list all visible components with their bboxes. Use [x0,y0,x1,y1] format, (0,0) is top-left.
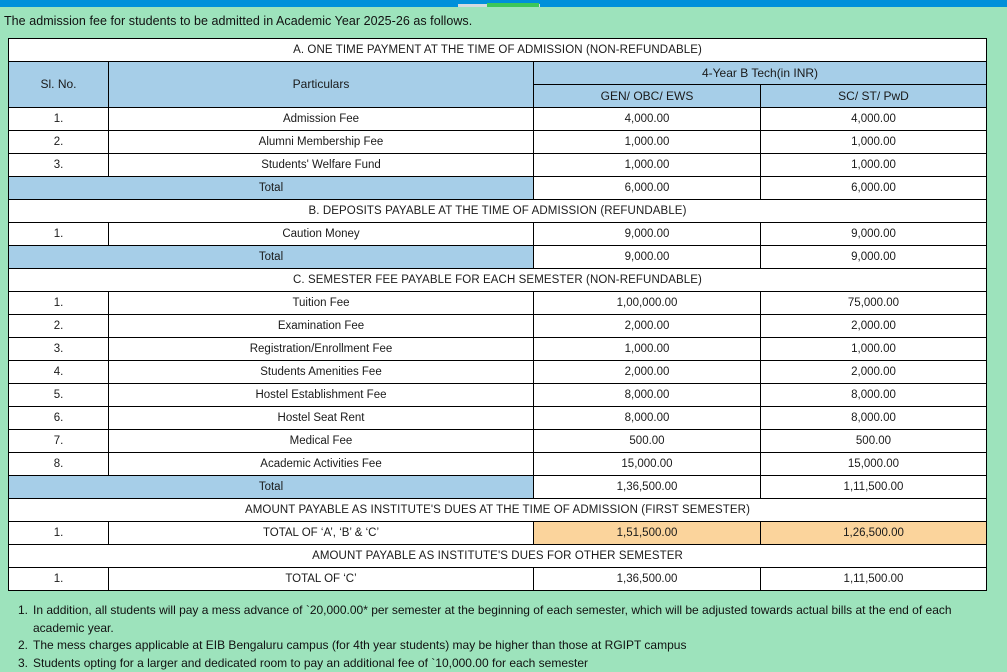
total-label: Total [9,177,534,200]
cell-sc: 1,11,500.00 [761,568,987,591]
browser-loading-bar [0,0,1007,7]
cell-sl: 1. [9,522,109,545]
table-row [9,430,987,453]
cell-particulars: TOTAL OF ‘A’, ‘B’ & ‘C’ [109,522,534,545]
total-gen: 6,000.00 [534,177,761,200]
cell-sl: 2. [9,315,109,338]
cell-sc: 500.00 [761,430,987,453]
note-number: 2. [14,637,33,655]
cell-sc: 1,000.00 [761,131,987,154]
cell-sl: 1. [9,292,109,315]
table-row [9,223,987,246]
table-row [9,568,987,591]
cell-gen: 4,000.00 [534,108,761,131]
section-c-title: C. SEMESTER FEE PAYABLE FOR EACH SEMESTER (NON-REFUNDABLE) [9,269,987,292]
cell-sc: 1,000.00 [761,154,987,177]
cell-particulars: Alumni Membership Fee [109,131,534,154]
cell-gen: 2,000.00 [534,361,761,384]
table-row [9,361,987,384]
total-sc: 9,000.00 [761,246,987,269]
section-a-title: A. ONE TIME PAYMENT AT THE TIME OF ADMISSION (NON-REFUNDABLE) [9,39,987,62]
table-row [9,338,987,361]
cell-gen: 8,000.00 [534,384,761,407]
total-row-c [9,476,987,499]
table-row [9,384,987,407]
cell-particulars: Tuition Fee [109,292,534,315]
intro-text: The admission fee for students to be admitted in Academic Year 2025-26 as follows. [0,7,1007,28]
section-title-row-first-sem [9,499,987,522]
cell-gen: 9,000.00 [534,223,761,246]
cell-sl: 6. [9,407,109,430]
total-label: Total [9,476,534,499]
fee-table [8,38,987,591]
cell-sc: 75,000.00 [761,292,987,315]
cell-sc: 8,000.00 [761,407,987,430]
cell-sc: 9,000.00 [761,223,987,246]
list-item [14,602,993,637]
cell-sc: 2,000.00 [761,315,987,338]
cell-particulars: Students Amenities Fee [109,361,534,384]
cell-sl: 1. [9,568,109,591]
cell-particulars: Examination Fee [109,315,534,338]
cell-particulars: Hostel Seat Rent [109,407,534,430]
cell-particulars: Caution Money [109,223,534,246]
cell-particulars: Medical Fee [109,430,534,453]
section-other-sem-title: AMOUNT PAYABLE AS INSTITUTE'S DUES FOR OTHER SEMESTER [9,545,987,568]
total-row-a [9,177,987,200]
cell-particulars: TOTAL OF ‘C’ [109,568,534,591]
note-number: 3. [14,655,33,672]
table-row [9,315,987,338]
cell-sc: 1,000.00 [761,338,987,361]
table-row [9,154,987,177]
col-header-group: 4-Year B Tech(in INR) [534,62,987,85]
total-gen: 1,36,500.00 [534,476,761,499]
cell-sl: 2. [9,131,109,154]
cell-gen: 2,000.00 [534,315,761,338]
table-row [9,108,987,131]
cell-sl: 5. [9,384,109,407]
highlight-row-first-sem [9,522,987,545]
table-row [9,453,987,476]
cell-gen: 1,000.00 [534,154,761,177]
table-row [9,407,987,430]
cell-gen: 1,000.00 [534,338,761,361]
total-gen: 9,000.00 [534,246,761,269]
table-row [9,131,987,154]
col-header-particulars: Particulars [109,62,534,108]
cell-sl: 3. [9,154,109,177]
progress-indicator [487,3,539,7]
total-sc: 6,000.00 [761,177,987,200]
cell-sc: 4,000.00 [761,108,987,131]
note-number: 1. [14,602,33,620]
cell-particulars: Registration/Enrollment Fee [109,338,534,361]
fee-table-container [0,28,1007,591]
total-sc: 1,11,500.00 [761,476,987,499]
cell-sc: 15,000.00 [761,453,987,476]
col-header-gen: GEN/ OBC/ EWS [534,85,761,108]
cell-sc: 2,000.00 [761,361,987,384]
col-header-sc: SC/ ST/ PwD [761,85,987,108]
section-title-row-c [9,269,987,292]
total-row-b [9,246,987,269]
cell-sc-highlighted: 1,26,500.00 [761,522,987,545]
section-title-row-a [9,39,987,62]
cell-sl: 4. [9,361,109,384]
cell-sl: 1. [9,108,109,131]
list-item [14,655,993,672]
list-item [14,637,993,655]
cell-gen: 1,000.00 [534,131,761,154]
note-text: The mess charges applicable at EIB Bengaluru campus (for 4th year students) may be higher than those at RGIPT campus [33,637,993,655]
cell-sl: 1. [9,223,109,246]
total-label: Total [9,246,534,269]
cell-particulars: Academic Activities Fee [109,453,534,476]
cell-sl: 8. [9,453,109,476]
cell-sl: 7. [9,430,109,453]
cell-gen: 15,000.00 [534,453,761,476]
cell-particulars: Hostel Establishment Fee [109,384,534,407]
note-text: In addition, all students will pay a mess advance of `20,000.00* per semester at the beginning of each semester, which will be adjusted towards actual bills at the end of each academic year. [33,602,993,637]
col-header-sl-no: Sl. No. [9,62,109,108]
section-first-sem-title: AMOUNT PAYABLE AS INSTITUTE'S DUES AT THE TIME OF ADMISSION (FIRST SEMESTER) [9,499,987,522]
table-row [9,292,987,315]
cell-particulars: Students' Welfare Fund [109,154,534,177]
cell-gen: 500.00 [534,430,761,453]
section-b-title: B. DEPOSITS PAYABLE AT THE TIME OF ADMISSION (REFUNDABLE) [9,200,987,223]
cell-gen: 8,000.00 [534,407,761,430]
cell-gen-highlighted: 1,51,500.00 [534,522,761,545]
footnotes-list [0,591,1007,672]
table-header-row-1 [9,62,987,85]
cell-sl: 3. [9,338,109,361]
cell-gen: 1,36,500.00 [534,568,761,591]
cell-sc: 8,000.00 [761,384,987,407]
section-title-row-other-sem [9,545,987,568]
cell-gen: 1,00,000.00 [534,292,761,315]
note-text: Students opting for a larger and dedicated room to pay an additional fee of `10,000.00 for each semester [33,655,993,672]
section-title-row-b [9,200,987,223]
cell-particulars: Admission Fee [109,108,534,131]
